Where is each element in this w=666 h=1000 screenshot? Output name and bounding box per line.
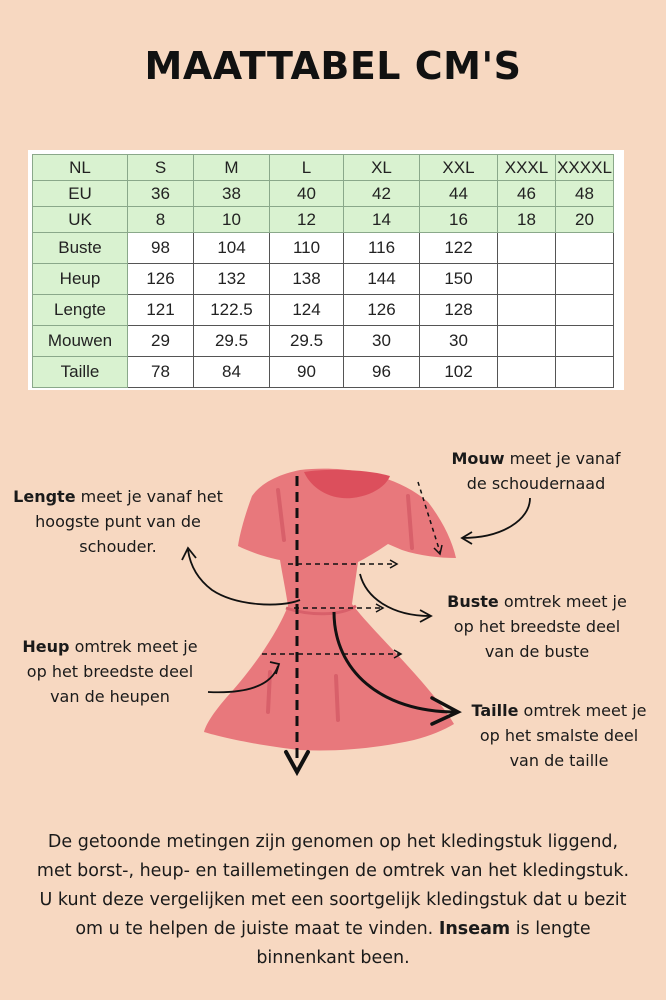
size-cell: 16 bbox=[420, 207, 498, 233]
size-cell: 44 bbox=[420, 181, 498, 207]
measurement-value-cell: 150 bbox=[420, 264, 498, 295]
size-cell: XL bbox=[344, 155, 420, 181]
measurement-value-cell: 121 bbox=[128, 295, 194, 326]
footer-disclaimer: De getoonde metingen zijn genomen op het kledingstuk liggend, met borst-, heup- en taillemetingen de omtrek van het kledingstuk. U kunt deze vergelijken met een soortgelijk kledingstuk dat u bezit om u te helpen de juiste maat te vinden. Inseam is lengte binnenkant been. bbox=[36, 832, 630, 968]
measurement-label-cell: Heup bbox=[33, 264, 128, 295]
row-label-cell: NL bbox=[33, 155, 128, 181]
measurement-value-cell: 30 bbox=[344, 326, 420, 357]
measurement-row bbox=[33, 326, 614, 357]
measurement-row bbox=[33, 295, 614, 326]
row-label-cell: EU bbox=[33, 181, 128, 207]
measurement-row bbox=[33, 264, 614, 295]
size-cell: XXXXL bbox=[556, 155, 614, 181]
measurement-value-cell: 128 bbox=[420, 295, 498, 326]
size-table bbox=[32, 154, 614, 388]
measurement-value-cell: 29 bbox=[128, 326, 194, 357]
size-cell: 40 bbox=[270, 181, 344, 207]
lengte-note: Lengte meet je vanaf het hoogste punt van de schouder. bbox=[13, 487, 223, 556]
size-cell: 10 bbox=[194, 207, 270, 233]
measurement-value-cell bbox=[498, 264, 556, 295]
size-cell: 14 bbox=[344, 207, 420, 233]
measurement-label-cell: Taille bbox=[33, 357, 128, 388]
size-cell: M bbox=[194, 155, 270, 181]
measurement-value-cell: 102 bbox=[420, 357, 498, 388]
size-cell: 12 bbox=[270, 207, 344, 233]
measurement-value-cell: 29.5 bbox=[194, 326, 270, 357]
measurement-value-cell: 126 bbox=[344, 295, 420, 326]
measurement-value-cell: 90 bbox=[270, 357, 344, 388]
measurement-value-cell: 110 bbox=[270, 233, 344, 264]
page-title: MAATTABEL CM'S bbox=[144, 44, 522, 88]
measurement-row bbox=[33, 357, 614, 388]
measurement-value-cell bbox=[498, 326, 556, 357]
size-table-panel bbox=[28, 150, 624, 390]
measurement-value-cell bbox=[556, 233, 614, 264]
measurement-value-cell: 138 bbox=[270, 264, 344, 295]
mouw-note: Mouw meet je vanaf de schoudernaad bbox=[451, 449, 621, 493]
measurement-value-cell: 122 bbox=[420, 233, 498, 264]
measurement-value-cell: 132 bbox=[194, 264, 270, 295]
size-cell: S bbox=[128, 155, 194, 181]
measurement-value-cell bbox=[556, 326, 614, 357]
measurement-value-cell: 124 bbox=[270, 295, 344, 326]
size-cell: 18 bbox=[498, 207, 556, 233]
size-cell: 20 bbox=[556, 207, 614, 233]
size-header-row bbox=[33, 181, 614, 207]
size-header-row bbox=[33, 207, 614, 233]
measurement-value-cell: 104 bbox=[194, 233, 270, 264]
measurement-value-cell: 98 bbox=[128, 233, 194, 264]
measurement-value-cell: 78 bbox=[128, 357, 194, 388]
measurement-value-cell bbox=[556, 357, 614, 388]
measurement-value-cell bbox=[498, 295, 556, 326]
measurement-value-cell: 122.5 bbox=[194, 295, 270, 326]
measurement-value-cell: 126 bbox=[128, 264, 194, 295]
measurement-value-cell bbox=[556, 295, 614, 326]
measurement-value-cell: 84 bbox=[194, 357, 270, 388]
size-cell: 38 bbox=[194, 181, 270, 207]
buste-note: Buste omtrek meet je op het breedste deel van de buste bbox=[447, 592, 627, 661]
size-cell: 36 bbox=[128, 181, 194, 207]
measurement-value-cell bbox=[498, 357, 556, 388]
measurement-label-cell: Buste bbox=[33, 233, 128, 264]
size-cell: L bbox=[270, 155, 344, 181]
size-cell: 8 bbox=[128, 207, 194, 233]
size-cell: XXXL bbox=[498, 155, 556, 181]
size-cell: 48 bbox=[556, 181, 614, 207]
measurement-label-cell: Lengte bbox=[33, 295, 128, 326]
size-cell: XXL bbox=[420, 155, 498, 181]
size-cell: 42 bbox=[344, 181, 420, 207]
fabric-line bbox=[336, 676, 338, 720]
measurement-value-cell: 29.5 bbox=[270, 326, 344, 357]
buste-pointer bbox=[360, 574, 430, 616]
row-label-cell: UK bbox=[33, 207, 128, 233]
taille-note: Taille omtrek meet je op het smalste deel van de taille bbox=[471, 701, 647, 770]
measurement-value-cell: 96 bbox=[344, 357, 420, 388]
size-cell: 46 bbox=[498, 181, 556, 207]
measurement-value-cell: 144 bbox=[344, 264, 420, 295]
measurement-value-cell: 116 bbox=[344, 233, 420, 264]
measurement-value-cell: 30 bbox=[420, 326, 498, 357]
measurement-label-cell: Mouwen bbox=[33, 326, 128, 357]
measurement-row bbox=[33, 233, 614, 264]
measurement-value-cell bbox=[498, 233, 556, 264]
mouw-pointer bbox=[462, 498, 530, 538]
size-header-row bbox=[33, 155, 614, 181]
heup-note: Heup omtrek meet je op het breedste deel van de heupen bbox=[22, 637, 198, 706]
measurement-value-cell bbox=[556, 264, 614, 295]
